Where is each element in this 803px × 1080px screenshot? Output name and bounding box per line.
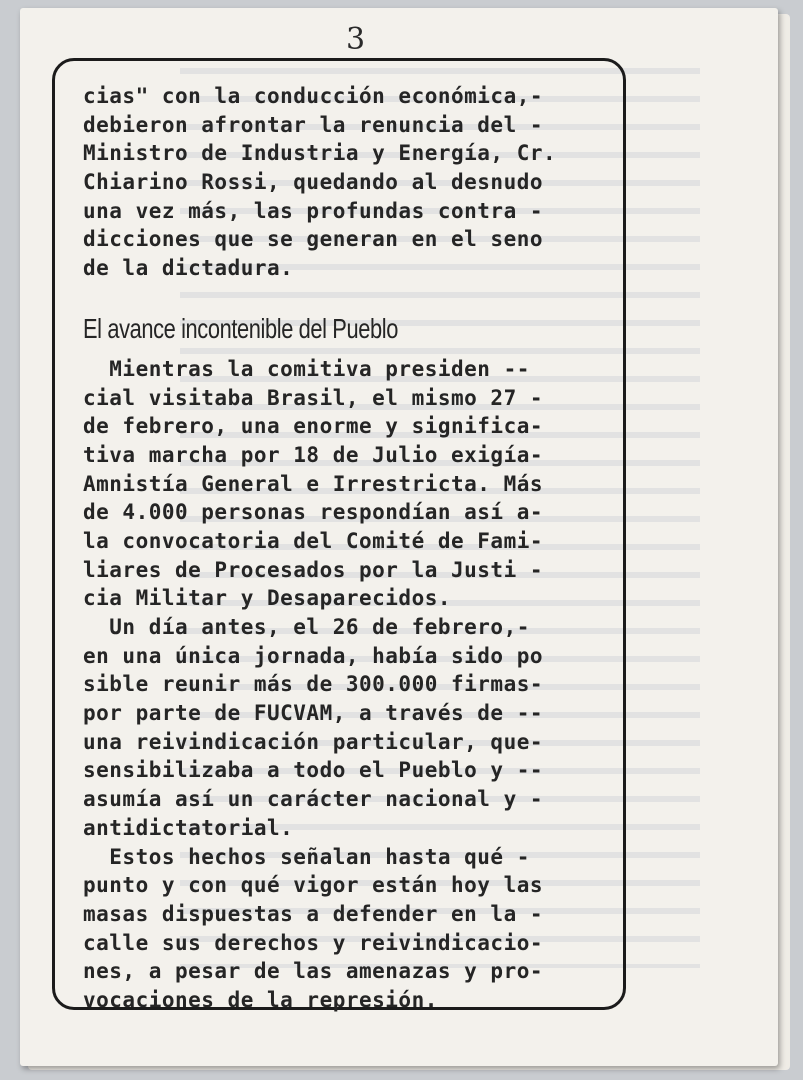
text-line: asumía así un carácter nacional y - xyxy=(83,787,544,812)
paragraph-2 xyxy=(83,355,623,613)
text-line: debieron afrontar la renuncia del - xyxy=(83,112,544,137)
text-line: en una única jornada, había sido po xyxy=(83,643,544,668)
text-line: cias" con la conducción económica,- xyxy=(83,84,544,108)
text-line: masas dispuestas a defender en la - xyxy=(83,901,544,926)
text-line: liares de Procesados por la Justi - xyxy=(83,557,544,582)
text-line: Ministro de Industria y Energía, Cr. xyxy=(83,141,557,166)
text-line: vocaciones de la represión. xyxy=(83,987,438,1012)
text-line: punto y con qué vigor están hoy las xyxy=(83,873,544,898)
body-text xyxy=(83,82,623,1015)
text-line: antidictatorial. xyxy=(83,815,294,840)
text-line: de 4.000 personas respondían así a- xyxy=(83,500,544,525)
text-line: por parte de FUCVAM, a través de -- xyxy=(83,701,544,726)
text-line: calle sus derechos y reivindicacio- xyxy=(83,930,544,955)
text-line: cia Militar y Desaparecidos. xyxy=(83,586,452,611)
text-line: dicciones que se generan en el seno xyxy=(83,227,544,252)
text-line: de febrero, una enorme y significa- xyxy=(83,414,544,439)
text-line: Estos hechos señalan hasta qué - xyxy=(83,844,530,869)
text-line: nes, a pesar de las amenazas y pro- xyxy=(83,959,544,984)
text-line: cial visitaba Brasil, el mismo 27 - xyxy=(83,385,544,410)
text-line: la convocatoria del Comité de Fami- xyxy=(83,528,544,553)
text-line: sensibilizaba a todo el Pueblo y -- xyxy=(83,758,544,783)
text-line: de la dictadura. xyxy=(83,256,294,281)
text-line: sible reunir más de 300.000 firmas- xyxy=(83,672,544,697)
text-line: tiva marcha por 18 de Julio exigía- xyxy=(83,442,544,467)
text-line: Un día antes, el 26 de febrero,- xyxy=(83,615,530,639)
text-line: Amnistía General e Irrestricta. Más xyxy=(83,471,544,496)
text-line: Mientras la comitiva presiden -- xyxy=(83,356,530,381)
paragraph-1 xyxy=(83,82,623,283)
text-line: una vez más, las profundas contra - xyxy=(83,198,544,223)
text-line: una reivindicación particular, que- xyxy=(83,729,544,754)
paragraph-3 xyxy=(83,613,623,843)
section-heading: El avance incontenible del Pueblo xyxy=(83,312,398,344)
page-number: 3 xyxy=(346,22,366,57)
paragraph-4 xyxy=(83,843,623,1015)
text-line: Chiarino Rossi, quedando al desnudo xyxy=(83,170,544,195)
